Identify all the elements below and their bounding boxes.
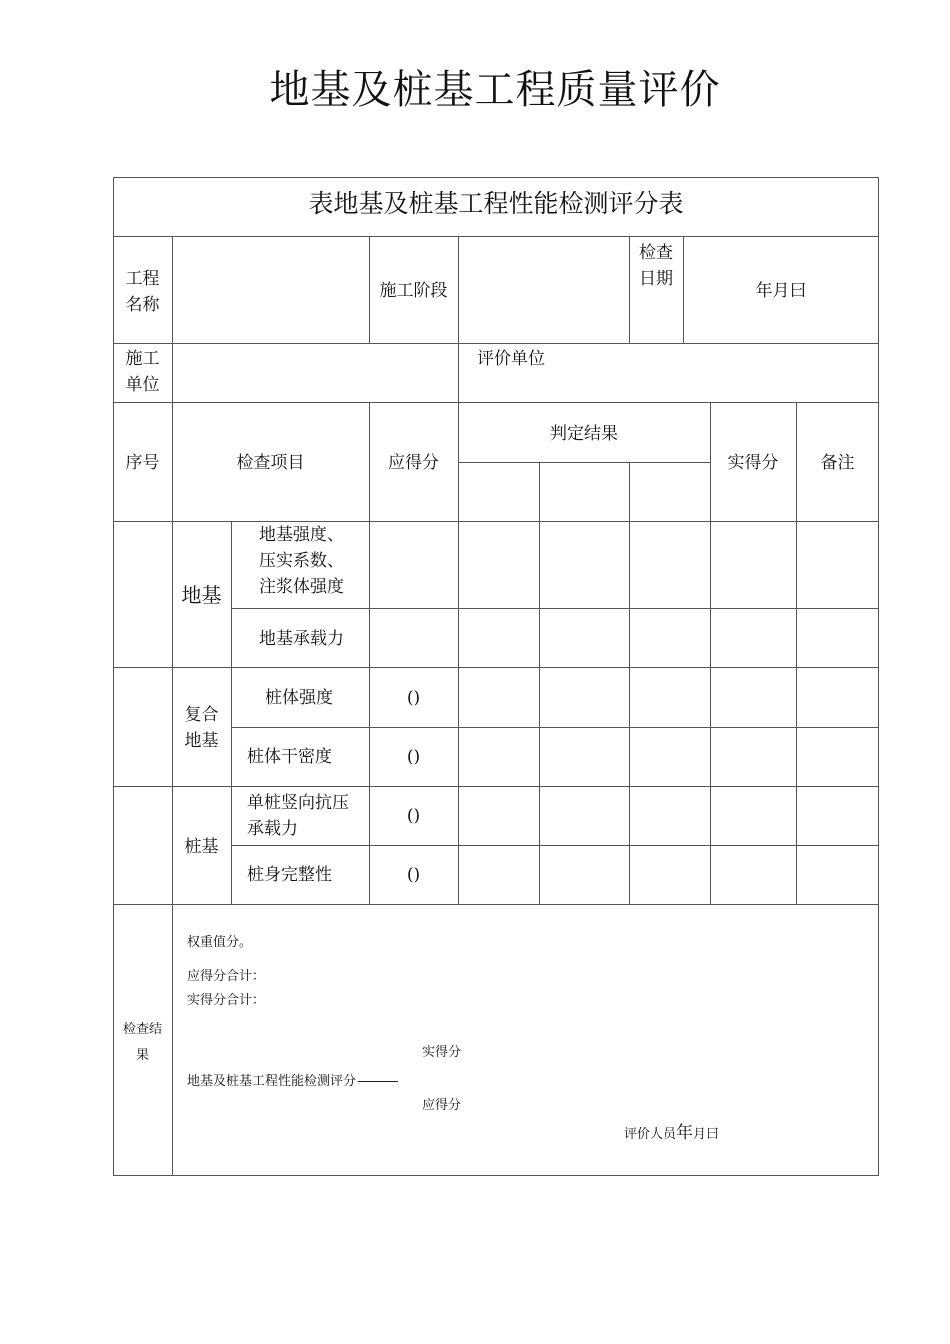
col-divider: [172, 402, 173, 1176]
stage-label: 施工阶段: [379, 281, 448, 301]
group-composite-foundation: 地基: [184, 731, 219, 751]
result-label: 果: [135, 1048, 149, 1063]
page-title: 地基及桩基工程质量评价: [269, 67, 721, 113]
row-divider: [458, 462, 711, 463]
fraction-bar: [358, 1081, 398, 1082]
col-divider: [231, 521, 232, 904]
item-pile-integrity: 桩身完整性: [247, 865, 332, 885]
col-divider: [458, 402, 459, 904]
score-pile-strength: (): [406, 688, 421, 708]
item-pile-strength: 桩体强度: [265, 688, 333, 708]
header-judgement: 判定结果: [550, 424, 618, 444]
result-label: 检查结: [122, 1022, 162, 1037]
header-remarks: 备注: [820, 453, 855, 473]
header-item: 检查项目: [236, 453, 305, 473]
item-foundation-strength: 压实系数、: [259, 551, 344, 571]
score-formula-text: 地基及桩基工程性能检测评分: [187, 1074, 357, 1089]
actual-score-total: 实得分合计：: [187, 993, 266, 1008]
col-divider: [710, 402, 711, 904]
item-pile-dry-density: 桩体干密度: [247, 747, 332, 767]
row-divider: [231, 727, 879, 728]
header-seq: 序号: [125, 453, 160, 473]
fraction-denominator: 应得分: [422, 1098, 462, 1113]
col-divider: [458, 236, 459, 343]
fraction-numerator: 实得分: [422, 1045, 462, 1060]
col-divider: [796, 402, 797, 904]
check-date-label: 检查: [639, 243, 673, 263]
construction-unit-label: 单位: [125, 375, 160, 395]
row-divider: [113, 521, 879, 522]
row-divider: [113, 402, 879, 403]
item-foundation-strength: 地基强度、: [259, 525, 344, 545]
item-bearing-capacity: 地基承载力: [259, 629, 344, 649]
row-divider: [113, 667, 879, 668]
col-divider: [172, 236, 173, 403]
group-pile: 桩基: [184, 837, 219, 857]
weight-line: 权重值分。: [187, 935, 253, 950]
project-name-label: 名称: [125, 295, 160, 315]
header-actual-score: 实得分: [727, 453, 779, 473]
score-pile-integrity: (): [406, 865, 421, 885]
col-divider: [629, 462, 630, 904]
row-divider: [113, 786, 879, 787]
table-title: 表地基及桩基工程性能检测评分表: [308, 189, 684, 218]
item-foundation-strength: 注浆体强度: [259, 577, 344, 597]
signature-date: 月曰: [693, 1127, 720, 1142]
score-table: [113, 177, 879, 1176]
header-should-score: 应得分: [388, 453, 439, 473]
item-single-pile: 单桩竖向抗压: [247, 793, 349, 813]
group-foundation: 地基: [181, 583, 222, 607]
construction-unit-label: 施工: [125, 349, 160, 369]
row-divider: [113, 343, 879, 344]
col-divider: [458, 343, 459, 402]
group-composite-foundation: 复合: [184, 705, 219, 725]
item-single-pile: 承载力: [247, 819, 298, 839]
score-formula: [187, 1072, 398, 1092]
col-divider: [539, 462, 540, 904]
row-divider: [113, 236, 879, 237]
signature-year: 年: [676, 1123, 694, 1143]
score-single-pile: (): [406, 806, 421, 826]
row-divider: [231, 608, 879, 609]
row-divider: [113, 904, 879, 905]
check-date-value: 年月曰: [755, 281, 807, 301]
score-pile-dry-density: (): [406, 747, 421, 767]
evaluator-signature: [624, 1123, 719, 1145]
should-score-total: 应得分合计：: [187, 969, 266, 984]
evaluation-unit-label: 评价单位: [477, 349, 545, 369]
evaluator-label: 评价人员: [624, 1127, 677, 1142]
check-date-label: 日期: [639, 269, 673, 289]
project-name-label: 工程: [125, 269, 160, 289]
row-divider: [231, 845, 879, 846]
